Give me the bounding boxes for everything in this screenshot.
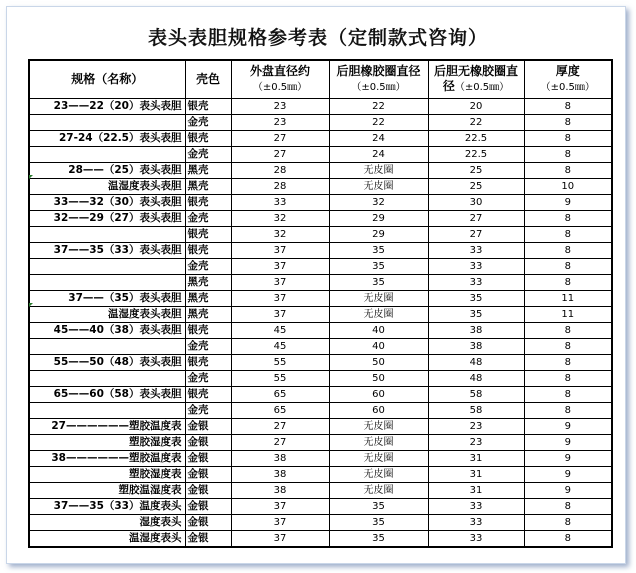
table-row — [29, 179, 612, 195]
table-row — [29, 371, 612, 387]
cell-norubber: 38 — [428, 339, 524, 355]
table-row — [29, 131, 612, 147]
header-thickness: 厚度 （±0.5㎜） — [524, 60, 612, 99]
table-row — [29, 515, 612, 531]
header-color: 壳色 — [185, 60, 231, 99]
cell-outer: 37 — [231, 259, 329, 275]
cell-outer: 32 — [231, 211, 329, 227]
cell-norubber: 33 — [428, 243, 524, 259]
cell-rubber: 50 — [329, 355, 428, 371]
cell-thick: 8 — [524, 515, 612, 531]
cell-color: 金银 — [185, 531, 231, 548]
cell-rubber: 50 — [329, 371, 428, 387]
table-row — [29, 435, 612, 451]
cell-color: 银壳 — [185, 99, 231, 115]
table-row — [29, 355, 612, 371]
cell-outer: 32 — [231, 227, 329, 243]
table-row — [29, 243, 612, 259]
table-row — [29, 291, 612, 307]
cell-comment-marker — [29, 303, 33, 307]
cell-rubber: 60 — [329, 403, 428, 419]
cell-thick: 8 — [524, 531, 612, 548]
cell-thick: 8 — [524, 131, 612, 147]
table-row — [29, 115, 612, 131]
cell-rubber: 35 — [329, 243, 428, 259]
cell-outer: 55 — [231, 371, 329, 387]
cell-color: 银壳 — [185, 227, 231, 243]
header-row — [29, 60, 612, 99]
cell-norubber: 35 — [428, 291, 524, 307]
cell-norubber: 31 — [428, 483, 524, 499]
cell-color: 黑壳 — [185, 275, 231, 291]
cell-thick: 8 — [524, 211, 612, 227]
cell-rubber: 无皮圈 — [329, 163, 428, 179]
cell-thick: 9 — [524, 451, 612, 467]
cell-color: 金壳 — [185, 211, 231, 227]
cell-thick: 8 — [524, 275, 612, 291]
cell-color: 金银 — [185, 515, 231, 531]
cell-outer: 38 — [231, 451, 329, 467]
cell-spec — [29, 147, 185, 163]
table-row — [29, 227, 612, 243]
cell-outer: 55 — [231, 355, 329, 371]
cell-color: 金银 — [185, 435, 231, 451]
cell-rubber: 35 — [329, 259, 428, 275]
cell-rubber: 无皮圈 — [329, 451, 428, 467]
cell-color: 金壳 — [185, 371, 231, 387]
table-row — [29, 387, 612, 403]
cell-norubber: 22 — [428, 115, 524, 131]
cell-color: 金壳 — [185, 403, 231, 419]
cell-norubber: 22.5 — [428, 131, 524, 147]
cell-color: 黑壳 — [185, 179, 231, 195]
cell-outer: 38 — [231, 483, 329, 499]
cell-norubber: 20 — [428, 99, 524, 115]
cell-rubber: 无皮圈 — [329, 291, 428, 307]
cell-norubber: 48 — [428, 371, 524, 387]
cell-rubber: 无皮圈 — [329, 419, 428, 435]
cell-rubber: 40 — [329, 323, 428, 339]
cell-spec: 27-24（22.5）表头表胆 — [29, 131, 185, 147]
cell-norubber: 35 — [428, 307, 524, 323]
cell-norubber: 25 — [428, 179, 524, 195]
cell-color: 银壳 — [185, 131, 231, 147]
cell-outer: 27 — [231, 131, 329, 147]
cell-spec: 38——————塑胶温度表 — [29, 451, 185, 467]
cell-norubber: 30 — [428, 195, 524, 211]
cell-outer: 28 — [231, 179, 329, 195]
cell-color: 金壳 — [185, 339, 231, 355]
cell-thick: 8 — [524, 163, 612, 179]
cell-rubber: 29 — [329, 227, 428, 243]
cell-thick: 8 — [524, 387, 612, 403]
table-row — [29, 419, 612, 435]
cell-norubber: 33 — [428, 531, 524, 548]
table-row — [29, 483, 612, 499]
cell-outer: 45 — [231, 339, 329, 355]
cell-spec — [29, 339, 185, 355]
cell-thick: 8 — [524, 115, 612, 131]
cell-spec: 塑胶湿度表 — [29, 435, 185, 451]
cell-outer: 27 — [231, 419, 329, 435]
cell-spec: 32——29（27）表头表胆 — [29, 211, 185, 227]
cell-rubber: 35 — [329, 275, 428, 291]
header-outer-diameter: 外盘直径约 （±0.5㎜） — [231, 60, 329, 99]
cell-rubber: 无皮圈 — [329, 483, 428, 499]
table-row — [29, 195, 612, 211]
table-row — [29, 147, 612, 163]
cell-spec: 温湿度表头 — [29, 531, 185, 548]
table-row — [29, 99, 612, 115]
cell-rubber: 24 — [329, 131, 428, 147]
cell-outer: 65 — [231, 403, 329, 419]
cell-thick: 9 — [524, 483, 612, 499]
cell-outer: 37 — [231, 243, 329, 259]
cell-thick: 11 — [524, 307, 612, 323]
cell-outer: 38 — [231, 467, 329, 483]
cell-thick: 8 — [524, 147, 612, 163]
cell-norubber: 38 — [428, 323, 524, 339]
cell-norubber: 23 — [428, 419, 524, 435]
cell-norubber: 58 — [428, 403, 524, 419]
cell-norubber: 48 — [428, 355, 524, 371]
cell-spec — [29, 259, 185, 275]
cell-outer: 37 — [231, 531, 329, 548]
cell-spec — [29, 275, 185, 291]
cell-spec: 28——（25）表头表胆 — [29, 163, 185, 179]
cell-rubber: 35 — [329, 499, 428, 515]
cell-thick: 8 — [524, 99, 612, 115]
cell-norubber: 23 — [428, 435, 524, 451]
cell-outer: 23 — [231, 115, 329, 131]
cell-thick: 8 — [524, 259, 612, 275]
cell-outer: 45 — [231, 323, 329, 339]
cell-spec: 37——35（33）温度表头 — [29, 499, 185, 515]
cell-norubber: 27 — [428, 227, 524, 243]
cell-outer: 37 — [231, 307, 329, 323]
cell-rubber: 无皮圈 — [329, 179, 428, 195]
cell-norubber: 33 — [428, 499, 524, 515]
cell-spec: 37——（35）表头表胆 — [29, 291, 185, 307]
cell-color: 金银 — [185, 419, 231, 435]
cell-spec: 45——40（38）表头表胆 — [29, 323, 185, 339]
page-title: 表头表胆规格参考表（定制款式咨询） — [147, 27, 488, 49]
table-row — [29, 531, 612, 548]
cell-thick: 8 — [524, 371, 612, 387]
cell-norubber: 31 — [428, 451, 524, 467]
cell-spec — [29, 227, 185, 243]
cell-comment-marker — [29, 175, 33, 179]
cell-rubber: 无皮圈 — [329, 435, 428, 451]
cell-outer: 27 — [231, 147, 329, 163]
cell-spec: 65——60（58）表头表胆 — [29, 387, 185, 403]
cell-rubber: 40 — [329, 339, 428, 355]
table-row — [29, 467, 612, 483]
cell-color: 金银 — [185, 451, 231, 467]
cell-spec: 湿度表头 — [29, 515, 185, 531]
header-rubber-diameter: 后胆橡胶圈直径 （±0.5㎜） — [329, 60, 428, 99]
header-norubber-diameter: 后胆无橡胶圈直径（±0.5㎜） — [428, 60, 524, 99]
cell-color: 金壳 — [185, 259, 231, 275]
cell-spec: 33——32（30）表头表胆 — [29, 195, 185, 211]
cell-color: 银壳 — [185, 355, 231, 371]
cell-spec — [29, 371, 185, 387]
cell-color: 金银 — [185, 483, 231, 499]
cell-thick: 9 — [524, 195, 612, 211]
cell-norubber: 33 — [428, 515, 524, 531]
cell-color: 黑壳 — [185, 291, 231, 307]
cell-spec: 23——22（20）表头表胆 — [29, 99, 185, 115]
cell-spec: 温湿度表头表胆 — [29, 179, 185, 195]
cell-outer: 27 — [231, 435, 329, 451]
table-row — [29, 275, 612, 291]
cell-color: 银壳 — [185, 323, 231, 339]
cell-norubber: 33 — [428, 259, 524, 275]
cell-thick: 8 — [524, 243, 612, 259]
cell-color: 黑壳 — [185, 163, 231, 179]
table-row — [29, 259, 612, 275]
cell-norubber: 33 — [428, 275, 524, 291]
cell-spec: 37——35（33）表头表胆 — [29, 243, 185, 259]
cell-rubber: 22 — [329, 115, 428, 131]
cell-thick: 8 — [524, 403, 612, 419]
table-row — [29, 339, 612, 355]
cell-norubber: 31 — [428, 467, 524, 483]
cell-outer: 65 — [231, 387, 329, 403]
cell-thick: 8 — [524, 227, 612, 243]
cell-color: 金壳 — [185, 115, 231, 131]
cell-thick: 9 — [524, 467, 612, 483]
cell-thick: 8 — [524, 323, 612, 339]
cell-norubber: 25 — [428, 163, 524, 179]
cell-outer: 37 — [231, 515, 329, 531]
cell-thick: 8 — [524, 355, 612, 371]
cell-rubber: 60 — [329, 387, 428, 403]
table-row — [29, 451, 612, 467]
cell-color: 金银 — [185, 467, 231, 483]
cell-color: 金银 — [185, 499, 231, 515]
cell-rubber: 29 — [329, 211, 428, 227]
cell-rubber: 无皮圈 — [329, 467, 428, 483]
cell-thick: 9 — [524, 419, 612, 435]
cell-thick: 8 — [524, 499, 612, 515]
cell-outer: 28 — [231, 163, 329, 179]
cell-outer: 37 — [231, 275, 329, 291]
cell-color: 银壳 — [185, 387, 231, 403]
cell-rubber: 35 — [329, 515, 428, 531]
cell-spec: 塑胶湿度表 — [29, 467, 185, 483]
cell-norubber: 22.5 — [428, 147, 524, 163]
cell-norubber: 27 — [428, 211, 524, 227]
cell-thick: 8 — [524, 339, 612, 355]
cell-outer: 33 — [231, 195, 329, 211]
cell-thick: 9 — [524, 435, 612, 451]
cell-color: 金壳 — [185, 147, 231, 163]
cell-spec: 塑胶温湿度表 — [29, 483, 185, 499]
cell-rubber: 35 — [329, 531, 428, 548]
table-row — [29, 307, 612, 323]
cell-outer: 23 — [231, 99, 329, 115]
cell-color: 黑壳 — [185, 307, 231, 323]
cell-outer: 37 — [231, 291, 329, 307]
cell-rubber: 24 — [329, 147, 428, 163]
cell-rubber: 无皮圈 — [329, 307, 428, 323]
cell-thick: 11 — [524, 291, 612, 307]
table-row — [29, 211, 612, 227]
table-row — [29, 499, 612, 515]
table-row — [29, 403, 612, 419]
cell-spec: 55——50（48）表头表胆 — [29, 355, 185, 371]
cell-spec: 温湿度表头表胆 — [29, 307, 185, 323]
spec-table — [28, 59, 613, 548]
cell-rubber: 32 — [329, 195, 428, 211]
cell-spec — [29, 115, 185, 131]
cell-color: 银壳 — [185, 243, 231, 259]
cell-color: 银壳 — [185, 195, 231, 211]
header-spec: 规格（名称） — [29, 60, 185, 99]
cell-thick: 10 — [524, 179, 612, 195]
cell-spec — [29, 403, 185, 419]
table-row — [29, 323, 612, 339]
cell-rubber: 22 — [329, 99, 428, 115]
table-body — [29, 99, 612, 548]
table-row — [29, 163, 612, 179]
cell-outer: 37 — [231, 499, 329, 515]
cell-spec: 27——————塑胶温度表 — [29, 419, 185, 435]
cell-norubber: 58 — [428, 387, 524, 403]
